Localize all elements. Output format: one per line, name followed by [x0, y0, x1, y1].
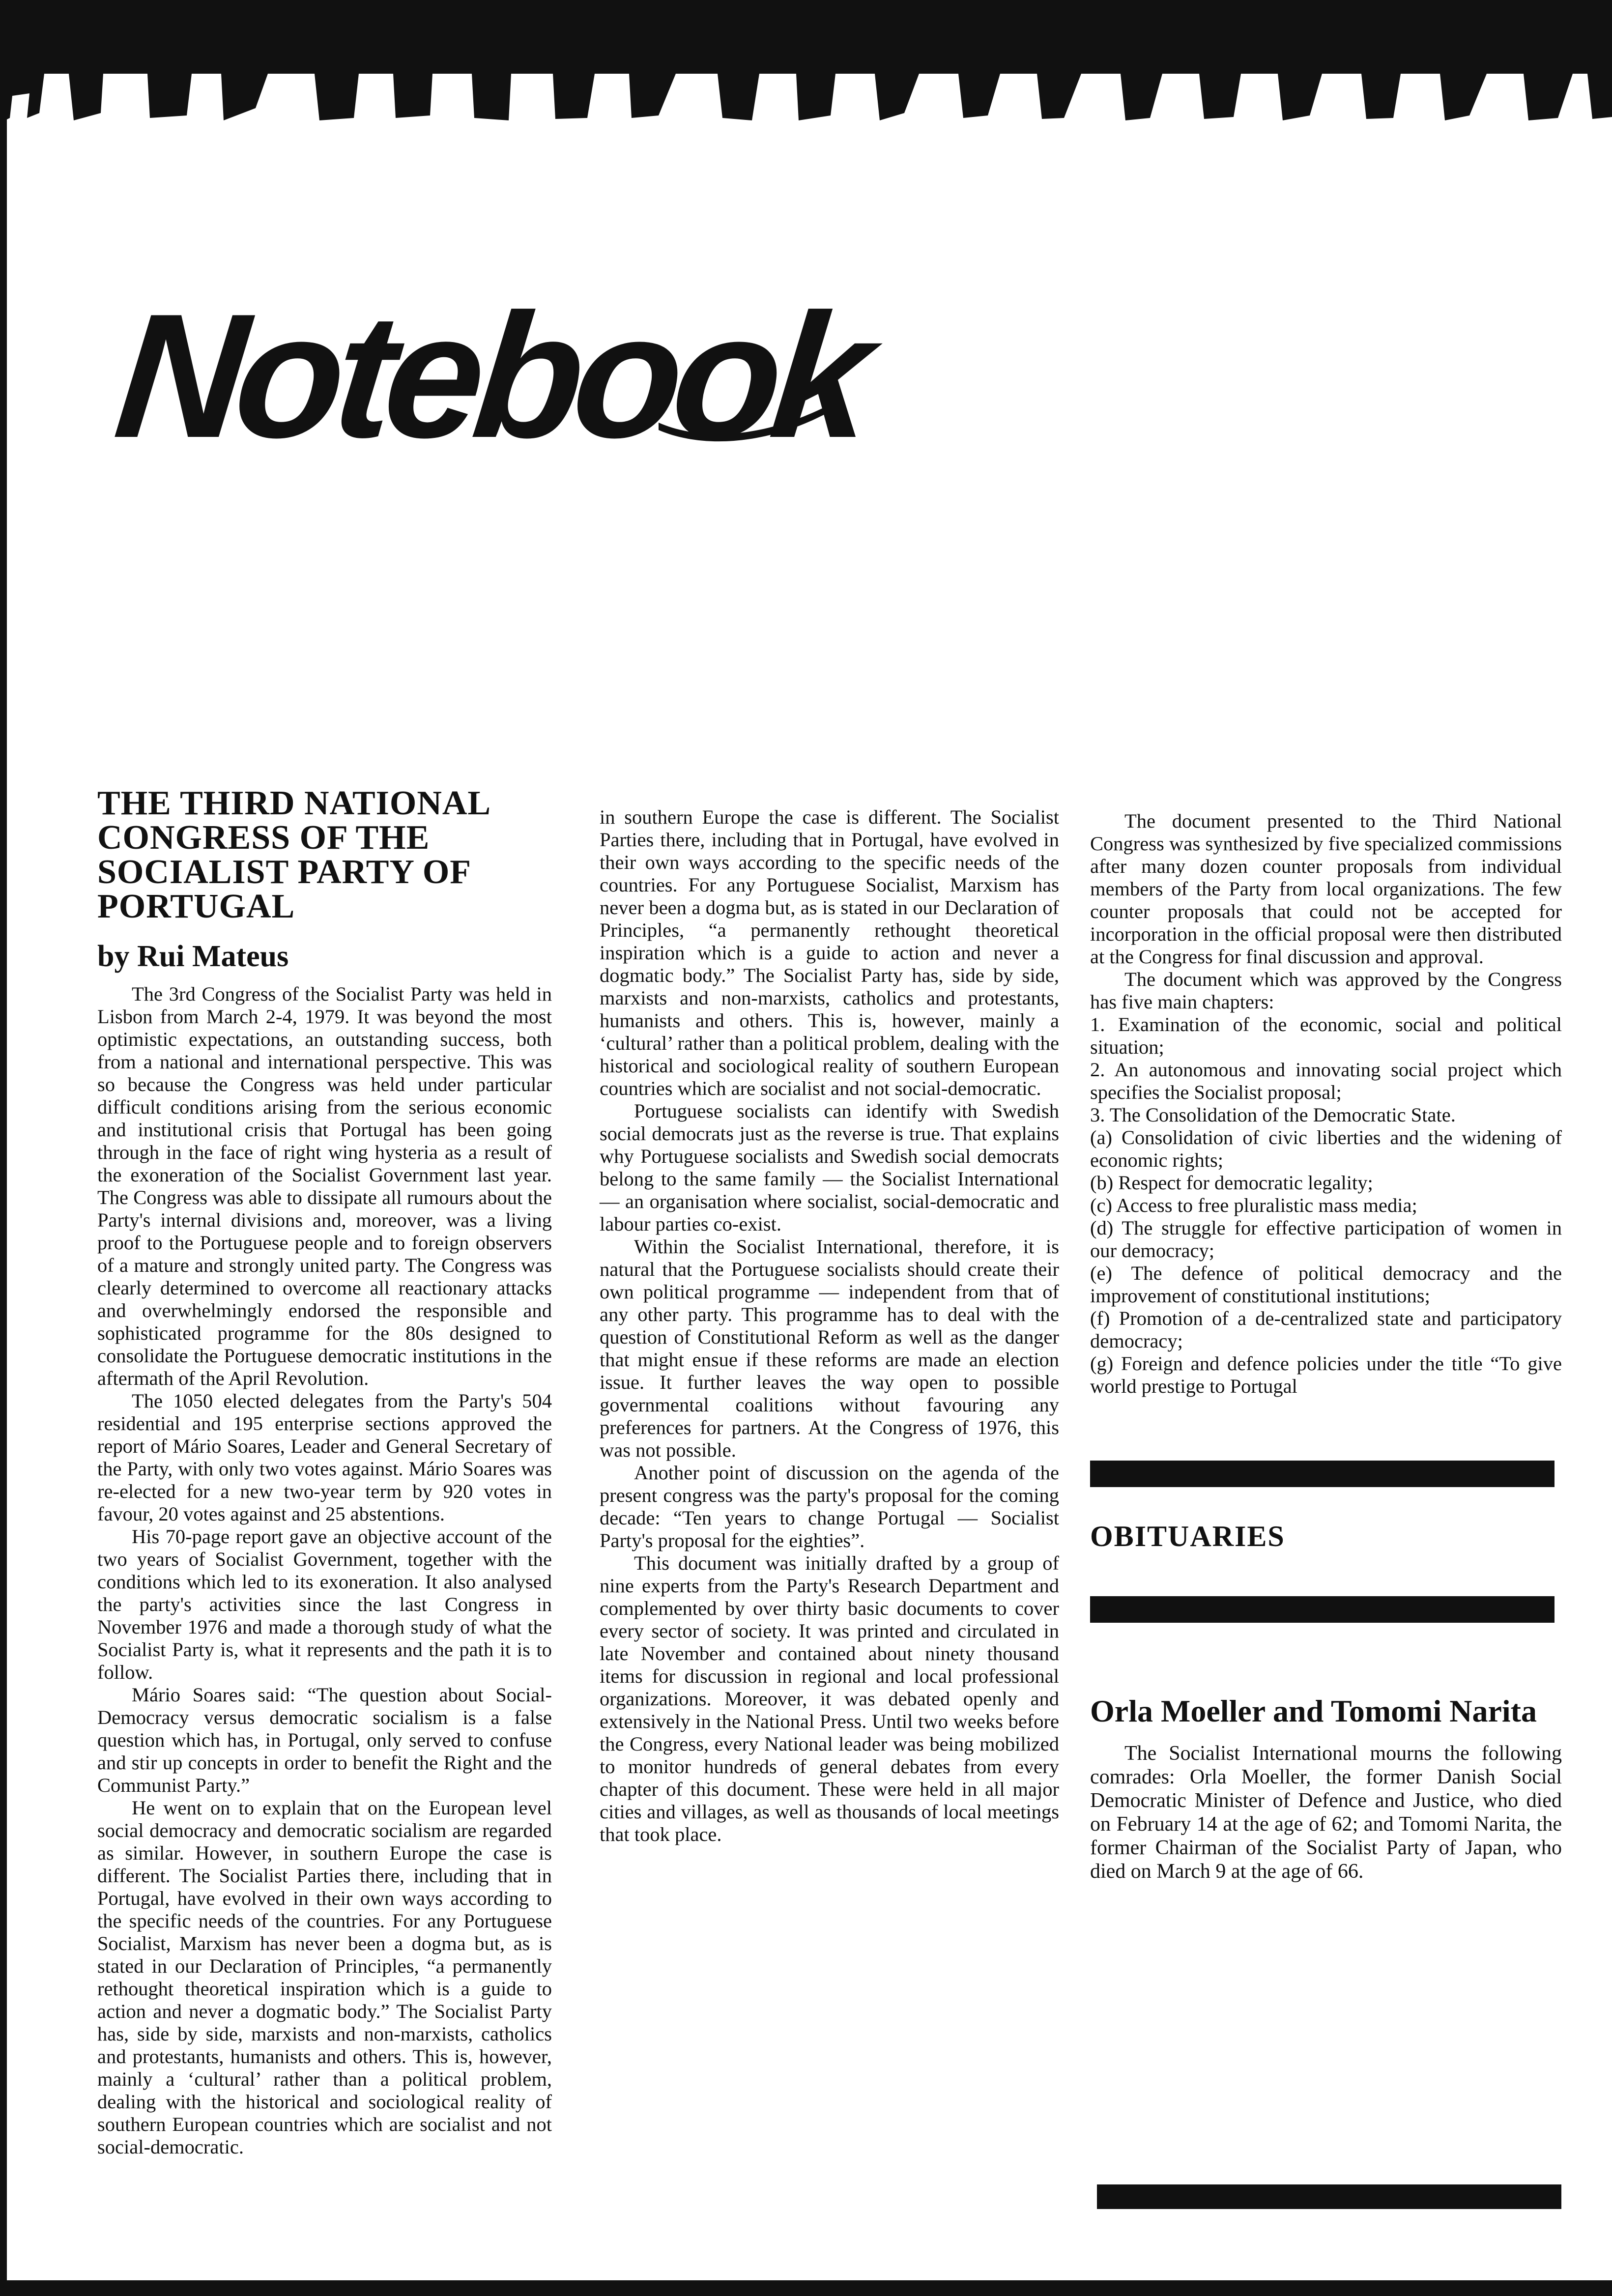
article-paragraph: Another point of discussion on the agenda of the present congress was the party's proposal for the coming decade: “Ten years to change Portugal — Socialist Party's proposal for the eighties”. — [600, 1462, 1059, 1551]
article-byline: by Rui Mateus — [97, 940, 289, 973]
obituaries-heading: OBITUARIES — [1090, 1520, 1285, 1552]
article-paragraph: Mário Soares said: “The question about Social-Democracy versus democratic socialism is a false question which has, in Portugal, only served to confuse and stir up concepts in order to benefit the Right and the Communist Party.” — [97, 1684, 552, 1796]
article-paragraph: His 70-page report gave an objective account of the two years of Socialist Government, together with the conditions which led to its exoneration. It also analysed the party's activities since the last Congress in November 1976 and made a thorough study of what the Socialist Party is, what it represents and the path it is to follow. — [97, 1525, 552, 1683]
chapter-list-item: (f) Promotion of a de-centralized state and participatory democracy; — [1090, 1307, 1562, 1352]
article-paragraph: This document was initially drafted by a group of nine experts from the Party's Research Department and complemented by over thirty basic documents to cover every sector of society. It was printed and circulated in late November and contained about ninety thousand items for discussion in regional and local professional organizations. Moreover, it was debated openly and extensively in the National Press. Until two weeks before the Congress, every National leader was being mobilized to monitor hundreds of general debates from every chapter of this document. These were held in all major cities and villages, as well as thousands of local meetings that took place. — [600, 1552, 1059, 1845]
obituaries-bottom-rule — [1097, 2184, 1561, 2209]
article-column-2 — [600, 806, 1059, 1846]
obituaries-rule — [1090, 1596, 1554, 1623]
left-edge-rule — [0, 0, 7, 2296]
torn-edge-decoration — [0, 74, 1612, 128]
obituary-names: Orla Moeller and Tomomi Narita — [1090, 1693, 1537, 1728]
bottom-edge-rule — [0, 2280, 1612, 2296]
obituary-text: The Socialist International mourns the following comrades: Orla Moeller, the former Danish Social Democratic Minister of Defence and Justice, who died on February 14 at the age of 62; and Tomomi Narita, the former Chairman of the Socialist Party of Japan, who died on March 9 at the age of 66. — [1090, 1742, 1562, 1883]
chapter-list-item: (c) Access to free pluralistic mass media; — [1090, 1194, 1417, 1216]
article-paragraph: He went on to explain that on the European level social democracy and democratic socialism are regarded as similar. However, in southern Europe the case is different. The Socialist Parties there, including that in Portugal, have evolved in their own ways according to the specific needs of the countries. For any Portuguese Socialist, Marxism has never been a dogma but, as is stated in our Declaration of Principles, “a permanently rethought theoretical inspiration which is a guide to action and never a dogmatic body.” The Socialist Party has, side by side, marxists and non-marxists, catholics and protestants, humanists and others. This is, however, mainly a ‘cultural’ rather than a political problem, dealing with the historical and sociological reality of southern European countries which are socialist and not social-democratic. — [97, 1797, 552, 2158]
chapter-list-item: (e) The defence of political democracy and the improvement of constitutional institutions; — [1090, 1262, 1562, 1307]
article-paragraph: The 1050 elected delegates from the Party's 504 residential and 195 enterprise sections approved the report of Mário Soares, Leader and General Secretary of the Party, with only two votes against. Mário Soares was re-elected for a new two-year term by 920 votes in favour, 20 votes against and 25 abstentions. — [97, 1390, 552, 1525]
masthead-notebook: Notebook — [107, 277, 874, 475]
article-paragraph: The document presented to the Third National Congress was synthesized by five specialized commissions after many dozen counter proposals from individual members of the Party from local organizations. The few counter proposals that could not be accepted for incorporation in the official proposal were then distributed at the Congress for final discussion and approval. — [1090, 810, 1562, 968]
article-column-1 — [97, 784, 552, 2158]
chapter-list-item: (a) Consolidation of civic liberties and the widening of economic rights; — [1090, 1126, 1562, 1171]
chapter-list-item: 2. An autonomous and innovating social project which specifies the Socialist proposal; — [1090, 1059, 1562, 1103]
article-paragraph: Portuguese socialists can identify with Swedish social democrats just as the reverse is true. That explains why Portuguese socialists and Swedish social democrats belong to the same family — the Socialist International — an organisation where socialist, social-democratic and labour parties co-exist. — [600, 1100, 1059, 1235]
article-paragraph: Within the Socialist International, therefore, it is natural that the Portuguese socialists should create their own political programme — independent from that of any other party. This programme has to deal with the question of Constitutional Reform as well as the danger that might ensue if these reforms are made an election issue. It further leaves the way open to possible governmental coalitions without favouring any preferences for partners. At the Congress of 1976, this was not possible. — [600, 1235, 1059, 1461]
article-title: THE THIRD NATIONAL CONGRESS OF THE SOCIALIST PARTY OF PORTUGAL — [97, 784, 489, 925]
obituaries-top-rule — [1090, 1461, 1554, 1487]
masthead-swoosh-decoration — [659, 403, 826, 442]
chapter-list-item: 1. Examination of the economic, social and political situation; — [1090, 1013, 1562, 1058]
article-column-3 — [1090, 810, 1562, 1883]
chapter-list-item: (g) Foreign and defence policies under the title “To give world prestige to Portugal — [1090, 1352, 1562, 1397]
top-ink-band — [0, 0, 1612, 74]
article-paragraph: The 3rd Congress of the Socialist Party was held in Lisbon from March 2-4, 1979. It was beyond the most optimistic expectations, an outstanding success, both from a national and international perspective. This was so because the Congress was held under particular difficult conditions arising from the serious economic and institutional crisis that Portugal has been going through in the face of right wing hysteria as a result of the exoneration of the Socialist Government last year. The Congress was able to dissipate all rumours about the Party's internal divisions and, moreover, was a living proof to the Portuguese people and to foreign observers of a mature and strongly united party. The Congress was clearly determined to overcome all reactionary attacks and overwhelmingly endorsed the responsible and sophisticated programme for the 80s designed to consolidate the Portuguese democratic institutions in the aftermath of the April Revolution. — [97, 983, 552, 1389]
chapter-list-item: (d) The struggle for effective participation of women in our democracy; — [1090, 1217, 1562, 1262]
article-paragraph-continued: in southern Europe the case is different. The Socialist Parties there, including that in Portugal, have evolved in their own ways according to the specific needs of the countries. For any Portuguese Socialist, Marxism has never been a dogma but, as is stated in our Declaration of Principles, “a permanently rethought theoretical inspiration which is a guide to action and never a dogmatic body.” The Socialist Party has, side by side, marxists and non-marxists, catholics and protestants, humanists and others. This is, however, mainly a ‘cultural’ rather than a political problem, dealing with the historical and sociological reality of southern European countries which are socialist and not social-democratic. — [600, 806, 1059, 1099]
article-paragraph: The document which was approved by the Congress has five main chapters: — [1090, 968, 1562, 1013]
chapter-list-item: (b) Respect for democratic legality; — [1090, 1172, 1373, 1194]
chapter-list-item: 3. The Consolidation of the Democratic State. — [1090, 1104, 1456, 1126]
